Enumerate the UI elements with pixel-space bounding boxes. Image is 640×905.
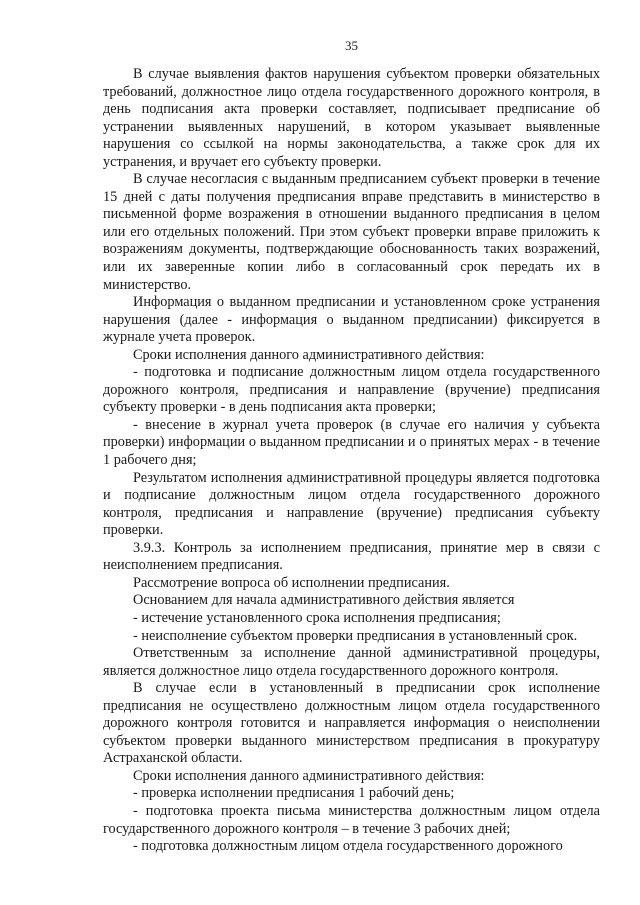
list-item: - подготовка проекта письма министерства должностным лицом отдела государственного дорожного контроля – в течение 3 рабочих дней; bbox=[103, 802, 600, 837]
section-heading: 3.9.3. Контроль за исполнением предписания, принятие мер в связи с неисполнением предписания. bbox=[103, 539, 600, 574]
list-item: - подготовка должностным лицом отдела государственного дорожного bbox=[133, 838, 563, 855]
paragraph: Основанием для начала административного действия является bbox=[133, 592, 515, 609]
paragraph: Сроки исполнения данного административного действия: bbox=[133, 346, 485, 363]
list-item: - неисполнение субъектом проверки предписания в установленный срок. bbox=[133, 627, 578, 644]
paragraph: Сроки исполнения данного административного действия: bbox=[133, 767, 485, 784]
paragraph: В случае выявления фактов нарушения субъектом проверки обязательных требований, должностное лицо отдела государственного дорожного контроля, в день подписания акта проверки составляет, подписывает предписание об устранении выявленных нарушений, в котором указывает выявленные нарушения со ссылкой на нормы законодательства, а также срок для их устранения, и вручает его субъекту проверки. bbox=[103, 66, 600, 170]
list-item: - проверка исполнении предписания 1 рабочий день; bbox=[133, 785, 455, 802]
paragraph: Ответственным за исполнение данной административной процедуры, является должностное лицо отдела государственного дорожного контроля. bbox=[103, 645, 600, 679]
paragraph: Информация о выданном предписании и установленном сроке устранения нарушения (далее - информация о выданном предписании) фиксируется в журнале учета проверок. bbox=[103, 294, 600, 346]
list-item: - истечение установленного срока исполнения предписания; bbox=[133, 609, 501, 626]
document-body bbox=[103, 66, 600, 856]
list-item: - внесение в журнал учета проверок (в случае его наличия у субъекта проверки) информации о выданном предписании и о принятых мерах - в течение 1 рабочего дня; bbox=[103, 416, 600, 469]
page-number: 35 bbox=[345, 38, 358, 53]
list-item: - подготовка и подписание должностным лицом отдела государственного дорожного контроля, предписания и направление (вручение) предписания субъекту проверки - в день подписания акта проверки; bbox=[103, 364, 600, 416]
paragraph: В случае несогласия с выданным предписанием субъект проверки в течение 15 дней с даты получения предписания вправе представить в министерство в письменной форме возражения в отношении выданного предписания в целом или его отдельных положений. При этом субъект проверки вправе приложить к возражениям документы, подтверждающие обоснованность таких возражений, или их заверенные копии либо в согласованный срок передать их в министерство. bbox=[103, 171, 600, 293]
paragraph: Рассмотрение вопроса об исполнении предписания. bbox=[133, 574, 450, 591]
paragraph: В случае если в установленный в предписании срок исполнение предписания не осуществлено должностным лицом отдела государственного дорожного контроля готовится и направляется информация о неисполнении субъектом проверки выданного министерством предписания в прокуратуру Астраханской области. bbox=[103, 680, 600, 767]
paragraph: Результатом исполнения административной процедуры является подготовка и подписание должностным лицом отдела государственного дорожного контроля, предписания и направление (вручение) предписания субъекту проверки. bbox=[103, 469, 600, 539]
